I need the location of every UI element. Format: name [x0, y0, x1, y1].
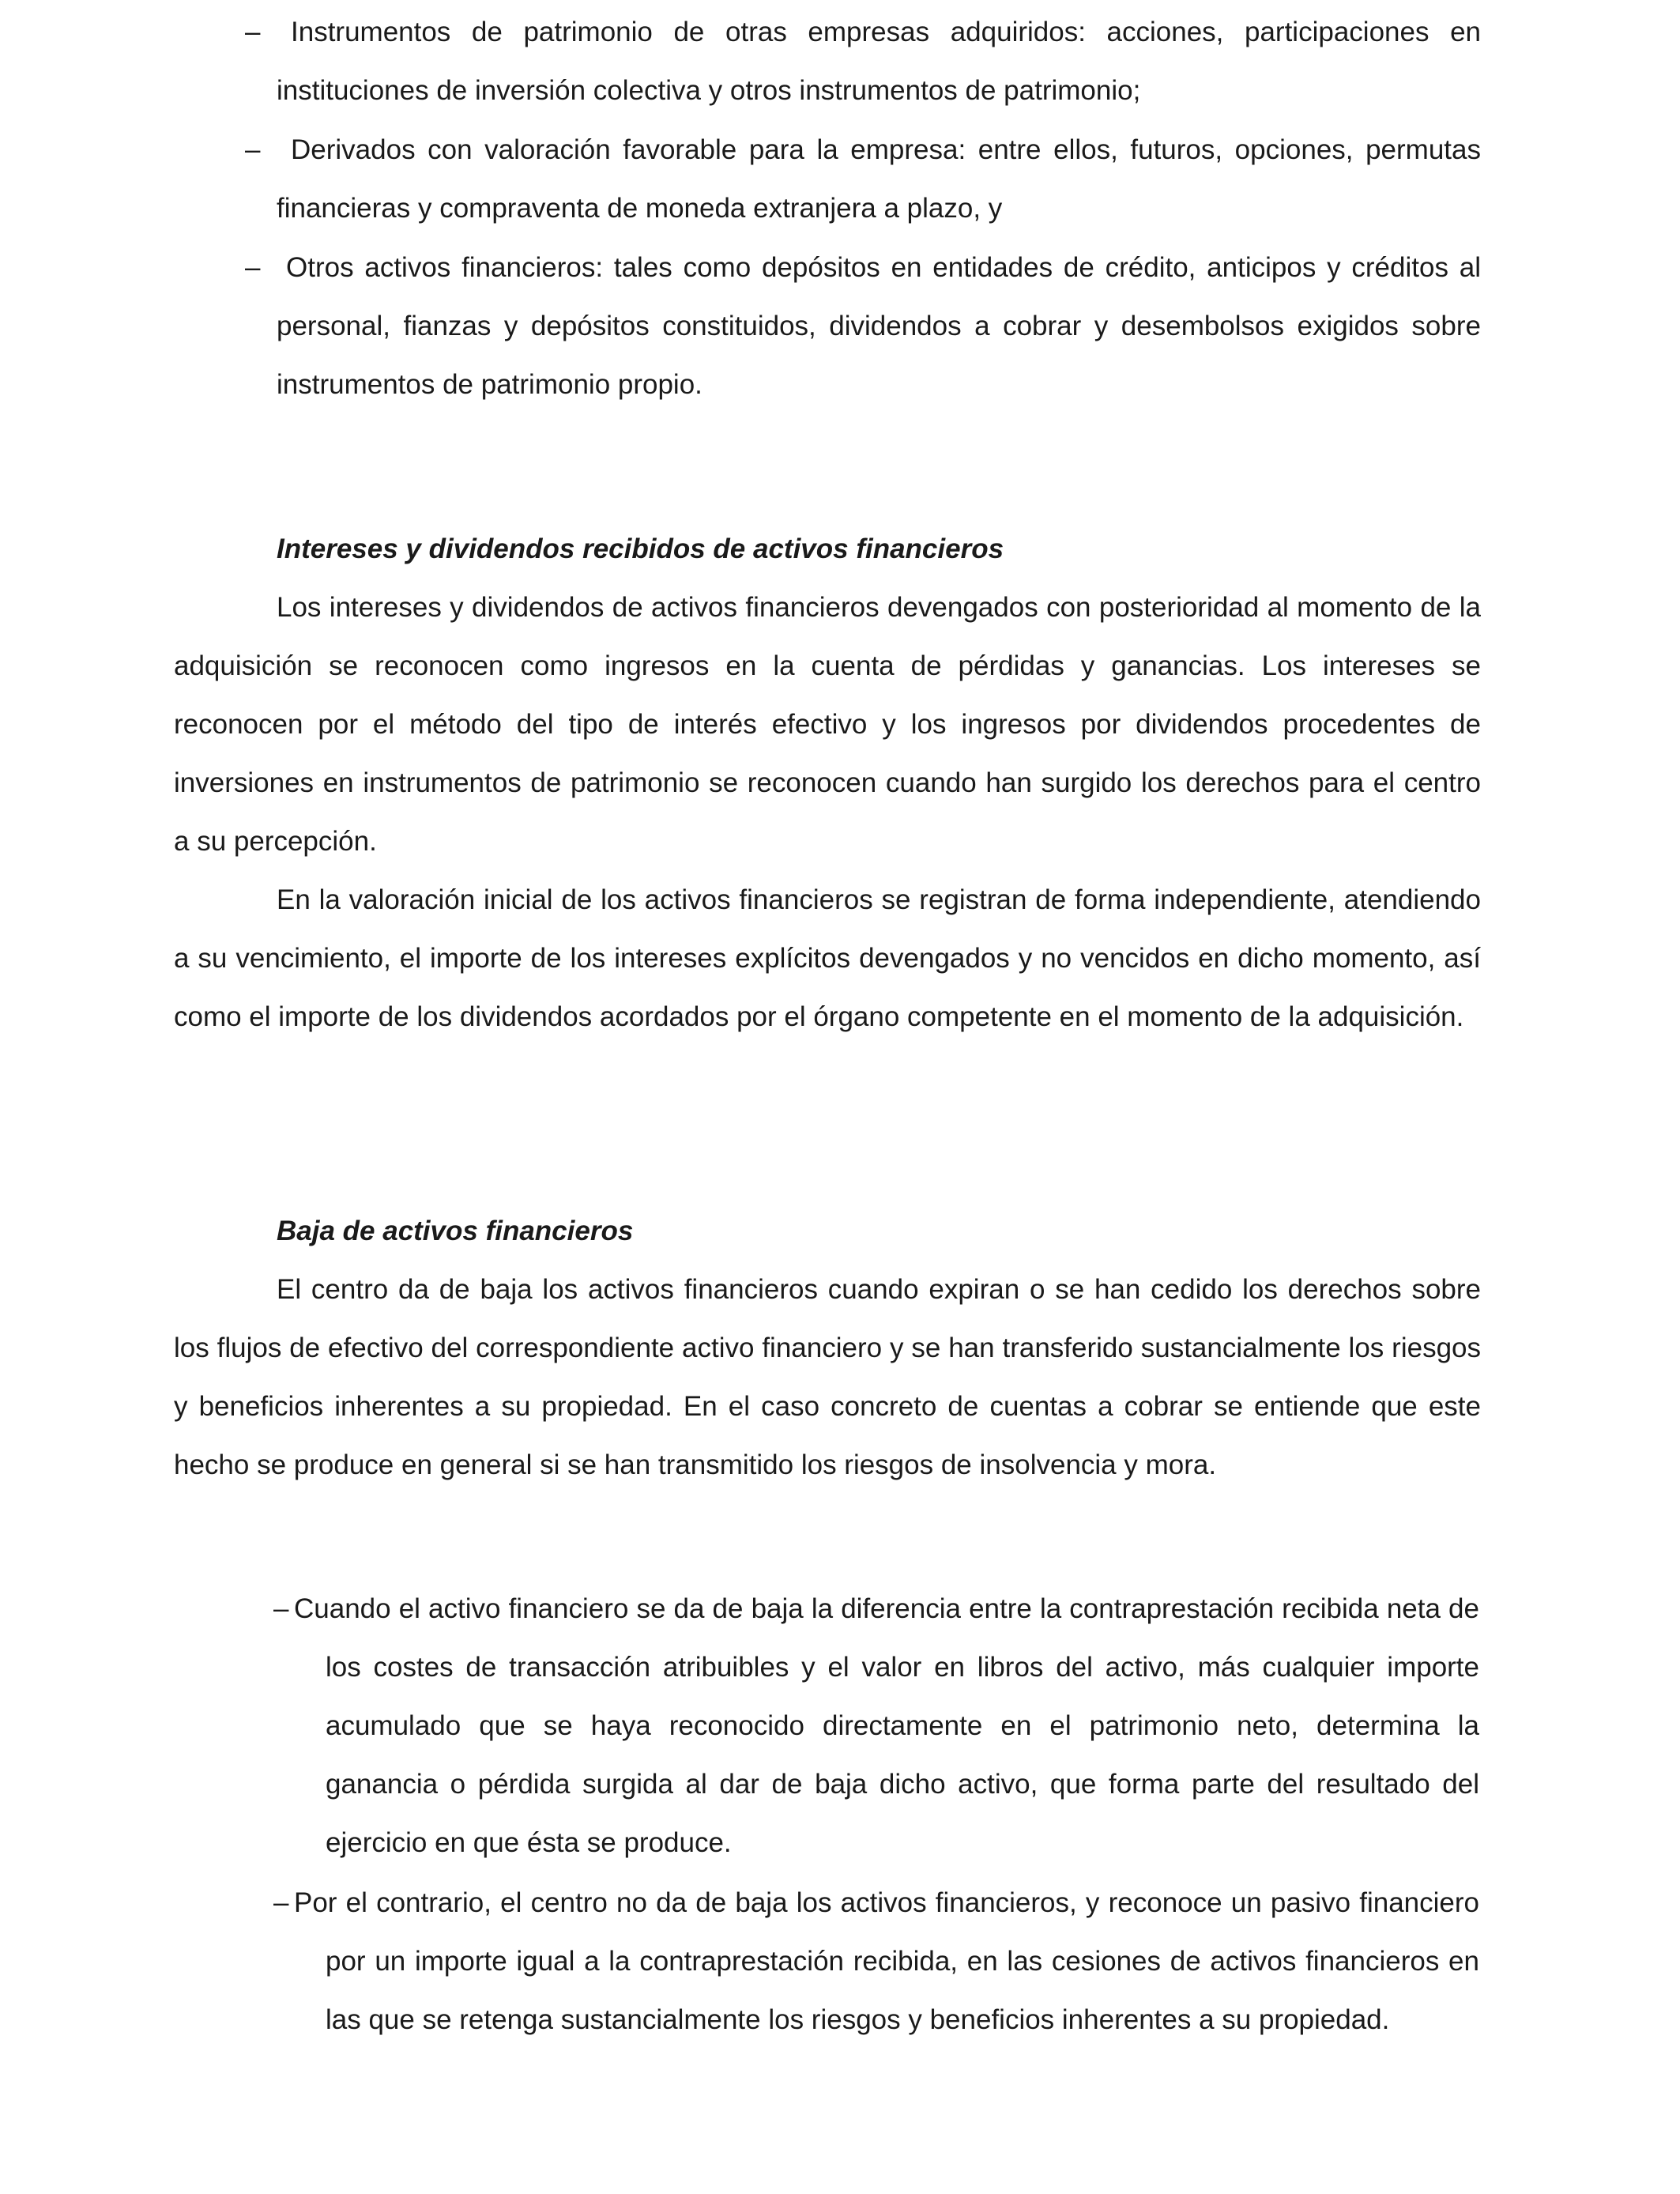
list-item	[245, 121, 1481, 238]
dash-marker: –	[273, 1887, 289, 1918]
dash-marker: –	[245, 252, 261, 283]
dash-marker: –	[245, 134, 261, 165]
list-item-text: Instrumentos de patrimonio de otras empresas adquiridos: acciones, participaciones en instituciones de inversión colectiva y otros instrumentos de patrimonio;	[277, 17, 1481, 106]
list-item-text: Otros activos financieros: tales como depósitos en entidades de crédito, anticipos y créditos al personal, fianzas y depósitos constituidos, dividendos a cobrar y desembolsos exigidos sobre instrumentos de patrimonio propio.	[277, 252, 1481, 400]
section-heading: Intereses y dividendos recibidos de activos financieros	[277, 533, 1004, 564]
list-item-text: Cuando el activo financiero se da de baja la diferencia entre la contraprestación recibida neta de los costes de transacción atribuibles y el valor en libros del activo, más cualquier importe acumulado que se haya reconocido directamente en el patrimonio neto, determina la ganancia o pérdida surgida al dar de baja dicho activo, que forma parte del resultado del ejercicio en que ésta se produce.	[294, 1593, 1479, 1858]
section-heading: Baja de activos financieros	[277, 1216, 634, 1246]
dash-marker: –	[245, 17, 261, 47]
list-item	[245, 3, 1481, 120]
paragraph: Los intereses y dividendos de activos financieros devengados con posterioridad al momento de la adquisición se reconocen como ingresos en la cuenta de pérdidas y ganancias. Los intereses se reconocen por el método del tipo de interés efectivo y los ingresos por dividendos procedentes de inversiones en instrumentos de patrimonio se reconocen cuando han surgido los derechos para el centro a su percepción.	[174, 592, 1481, 857]
list-item-text: Por el contrario, el centro no da de baja los activos financieros, y reconoce un pasivo financiero por un importe igual a la contraprestación recibida, en las cesiones de activos financieros en las que se retenga sustancialmente los riesgos y beneficios inherentes a su propiedad.	[294, 1887, 1479, 2035]
dash-marker: –	[273, 1593, 289, 1624]
paragraph: El centro da de baja los activos financieros cuando expiran o se han cedido los derechos sobre los flujos de efectivo del correspondiente activo financiero y se han transferido sustancialmente los riesgos y beneficios inherentes a su propiedad. En el caso concreto de cuentas a cobrar se entiende que este hecho se produce en general si se han transmitido los riesgos de insolvencia y mora.	[174, 1274, 1481, 1480]
list-item	[245, 239, 1481, 414]
list-item	[273, 1874, 1479, 2049]
paragraph: En la valoración inicial de los activos financieros se registran de forma independiente, atendiendo a su vencimiento, el importe de los intereses explícitos devengados y no vencidos en dicho momento, así como el importe de los dividendos acordados por el órgano competente en el momento de la adquisición.	[174, 884, 1481, 1032]
list-item-text: Derivados con valoración favorable para la empresa: entre ellos, futuros, opciones, permutas financieras y compraventa de moneda extranjera a plazo, y	[277, 134, 1481, 224]
list-item	[273, 1580, 1479, 1872]
